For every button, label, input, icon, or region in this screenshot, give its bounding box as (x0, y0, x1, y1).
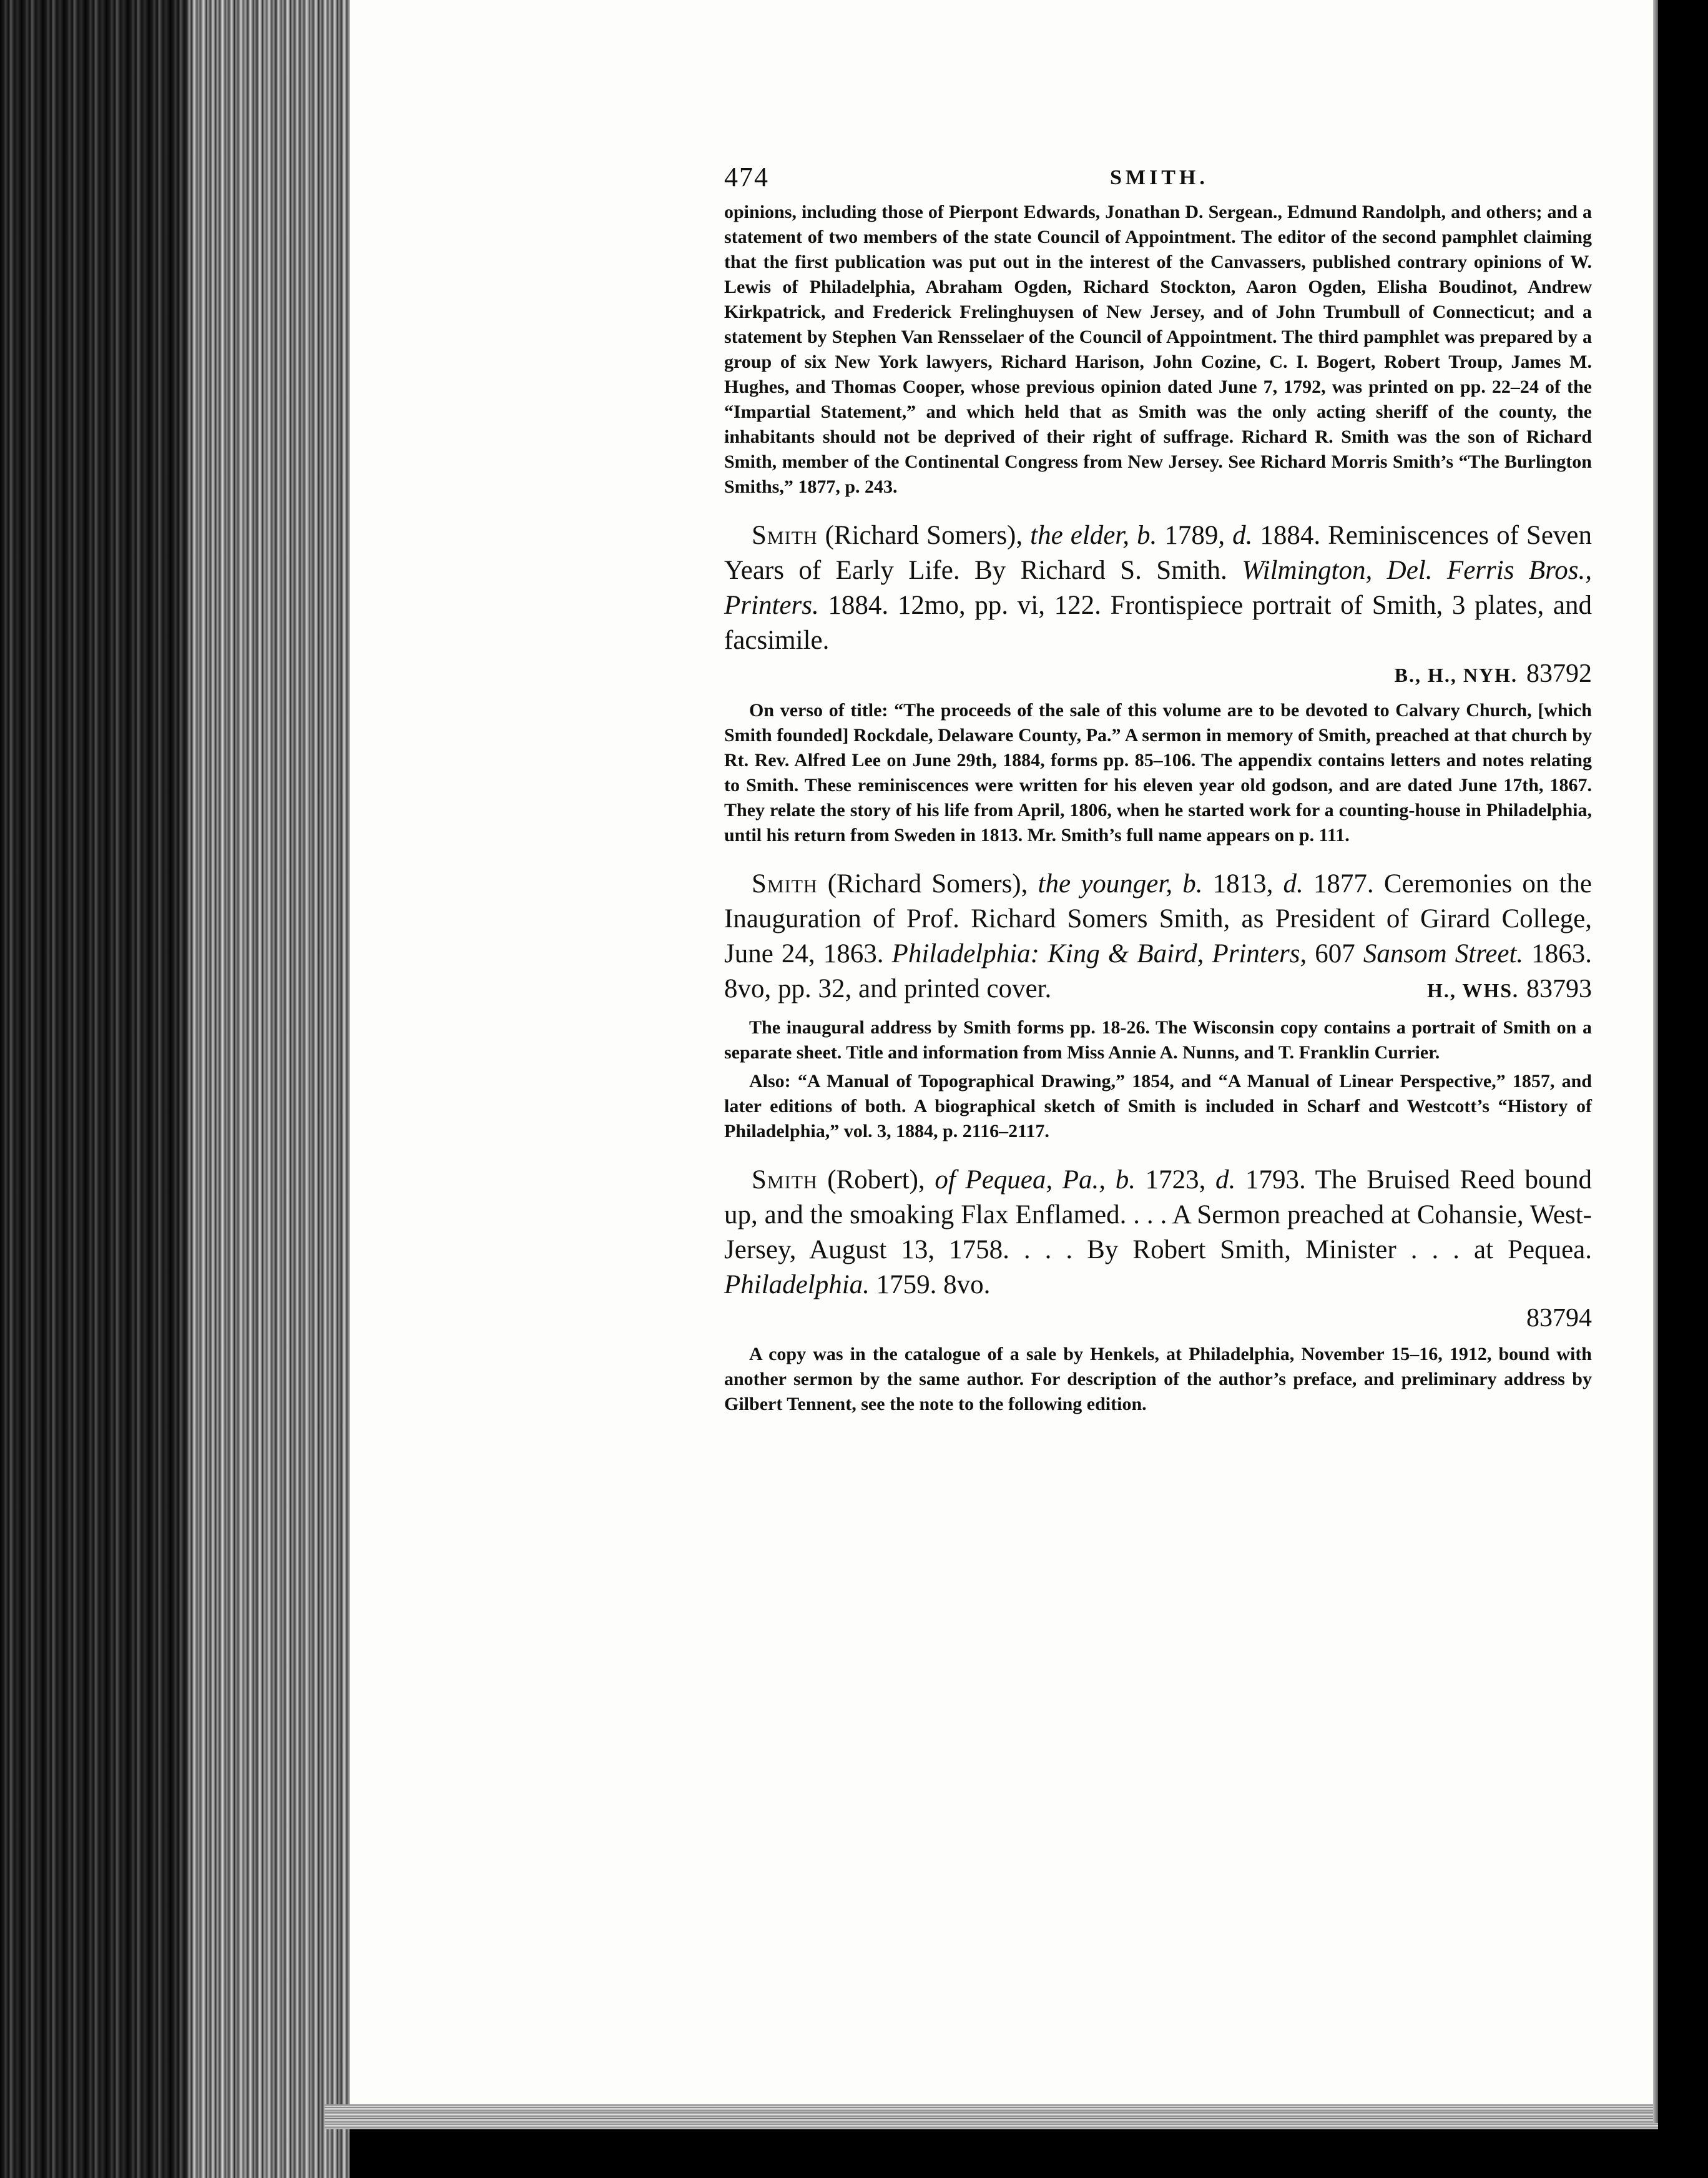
library-codes: B., H., NYH. (1394, 664, 1518, 686)
entry-83792 (724, 518, 1592, 848)
running-title: SMITH. (1110, 166, 1209, 189)
entry-notes (724, 1342, 1592, 1417)
entry-heading (724, 518, 1592, 658)
entry-address: 607 (1307, 939, 1363, 968)
entry-number: 83794 (1526, 1304, 1592, 1333)
entry-descriptor: the elder, b. (1030, 521, 1157, 550)
entry-number: 83792 (1526, 659, 1592, 688)
entry-surname: Smith (752, 869, 818, 899)
page-curl-edge (187, 0, 350, 2178)
entry-imprint: Wilmington, Del. Ferris Bros., Printers. (724, 556, 1593, 620)
entry-notes (724, 698, 1592, 848)
entry-83794 (724, 1163, 1592, 1417)
entry-note: On verso of title: “The proceeds of the sale of this volume are to be devoted to Calvary Church, [which Smith founded] Rockdale, Delaware County, Pa.” A sermon in memory of Smith, preached at that church by Rt. Rev. Alfred Lee on June 29th, 1884, forms pp. 85–106. The appendix contains letters and notes relating to Smith. These reminiscences were written for his eleven year old godson, and are dated June 17th, 1867. They relate the story of his life from April, 1806, when he started work for a counting-house in Philadelphia, until his return from Sweden in 1813. Mr. Smith’s full name appears on p. 111. (724, 700, 1592, 845)
entry-notes (724, 1015, 1592, 1144)
entry-imprint: Philadelphia. (724, 1270, 870, 1299)
entry-note: A copy was in the catalogue of a sale by Henkels, at Philadelphia, November 15–16, 1912, bound with another sermon by the same author. For description of the author’s preface, and preliminary address by Gilbert Tennent, see the note to the following edition. (724, 1344, 1592, 1414)
entry-collation: 1759. 8vo. (869, 1270, 991, 1299)
entry-locations (1400, 972, 1592, 1008)
entry-heading (724, 867, 1592, 1007)
library-codes: H., WHS. (1427, 979, 1519, 1002)
entry-descriptor: the younger, b. (1038, 869, 1203, 899)
entry-name: (Richard Somers), (817, 521, 1031, 550)
entry-death-abbrev: d. (1283, 869, 1303, 899)
entry-collation: 1884. 12mo, pp. vi, 122. Frontispiece portrait of Smith, 3 plates, and facsimile. (724, 591, 1592, 655)
page-stack-edge (325, 2104, 1658, 2129)
entry-death-abbrev: d. (1215, 1165, 1236, 1195)
text-column (724, 150, 1592, 1417)
entry-heading (724, 1163, 1592, 1303)
running-head (724, 150, 1592, 200)
entry-death-abbrev: d. (1232, 521, 1253, 550)
entry-birth: 1789, (1157, 521, 1233, 550)
entry-collation: 1863. 8vo, pp. 32, and printed cover. (724, 939, 1592, 1003)
entry-imprint: Philadelphia: King & Baird, Printers, (891, 939, 1307, 968)
page-number: 474 (724, 162, 769, 192)
entry-note: The inaugural address by Smith forms pp. 18-26. The Wisconsin copy contains a portrait of Smith on a separate sheet. Title and information from Miss Annie A. Nunns, and T. Franklin Currier. (724, 1017, 1592, 1063)
entry-number: 83793 (1526, 975, 1592, 1003)
entry-note-also: Also: “A Manual of Topographical Drawing,” 1854, and “A Manual of Linear Perspective,” 1857, and later editions of both. A biographical sketch of Smith is included in Scharf and Westcott’s “History of Philadelphia,” vol. 3, 1884, p. 2116–2117. (724, 1071, 1592, 1141)
entry-birth: 1813, (1202, 869, 1283, 899)
opening-note: opinions, including those of Pierpont Edwards, Jonathan D. Sergean., Edmund Randolph, and others; and a statement of two members of the state Council of Appointment. The editor of the second pamphlet claiming that the first publication was put out in the interest of the Canvassers, published contrary opinions of W. Lewis of Philadelphia, Abraham Ogden, Richard Stockton, Aaron Ogden, Elisha Boudinot, Andrew Kirkpatrick, and Frederick Frelinghuysen of New Jersey, and of John Trumbull of Connecticut; and a statement by Stephen Van Rensselaer of the Council of Appointment. The third pamphlet was prepared by a group of six New York lawyers, Richard Harison, John Cozine, C. I. Bogert, Robert Troup, James M. Hughes, and Thomas Cooper, whose previous opinion dated June 7, 1792, was printed on pp. 22–24 of the “Impartial Statement,” and which held that as Smith was the only acting sheriff of the county, the inhabitants should not be deprived of their right of suffrage. Richard R. Smith was the son of Richard Smith, member of the Continental Congress from New Jersey. See Richard Morris Smith’s “The Burlington Smiths,” 1877, p. 243. (724, 202, 1592, 497)
entry-imprint-street: Sansom Street. (1363, 939, 1524, 968)
entry-title: 1884. Reminiscences of Seven Years of Early Life. By Richard S. Smith. (724, 521, 1592, 585)
entry-surname: Smith (752, 1165, 818, 1195)
entry-descriptor: of Pequea, Pa., b. (935, 1165, 1136, 1195)
entry-surname: Smith (752, 521, 818, 550)
entry-title: 1877. Ceremonies on the Inauguration of Prof. Richard Somers Smith, as President of Girard College, June 24, 1863. (724, 869, 1593, 968)
entry-locations (724, 1303, 1592, 1334)
entry-name: (Robert), (817, 1165, 935, 1195)
entry-title: 1793. The Bruised Reed bound up, and the smoaking Flax Enflamed. . . . A Sermon preached at Cohansie, West-Jersey, August 13, 1758. . . . By Robert Smith, Minister . . . at Pequea. (724, 1165, 1593, 1264)
entry-83793 (724, 867, 1592, 1144)
entry-name: (Richard Somers), (817, 869, 1038, 899)
entry-birth: 1723, (1135, 1165, 1216, 1195)
entry-locations (724, 658, 1592, 691)
scan-background (1658, 0, 1708, 2178)
